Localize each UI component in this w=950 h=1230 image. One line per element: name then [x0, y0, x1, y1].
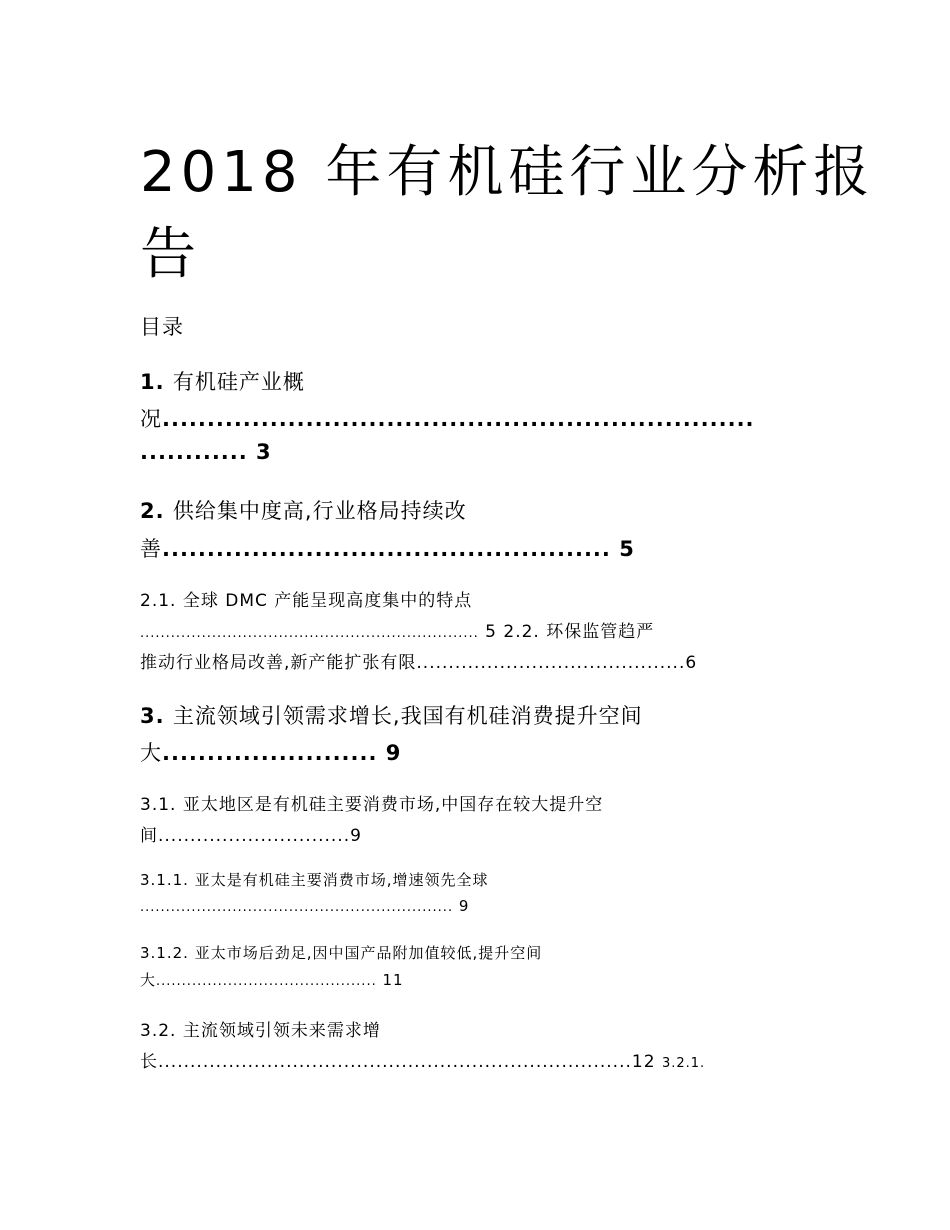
toc-entry-text-cont: 善: [140, 537, 162, 561]
toc-entry-text: 亚太是有机硅主要消费市场,增速领先全球: [194, 871, 489, 889]
toc-entry-1[interactable]: [140, 366, 305, 396]
toc-entry-3-2[interactable]: [140, 1016, 381, 1041]
toc-entry-3-2-1-number[interactable]: 3.2.1.: [661, 1056, 706, 1071]
toc-entry-text: 亚太市场后劲足,因中国产品附加值较低,提升空间: [194, 944, 543, 962]
toc-entry-2-2-text[interactable]: 环保监管趋严: [546, 622, 655, 642]
toc-leader-dots: ..........................................: [416, 653, 686, 673]
toc-entry-2-2-continuation: [140, 648, 697, 673]
toc-leader-dots: ..........................................................................: [158, 1052, 632, 1072]
toc-leader-dots: ..............................: [158, 826, 351, 846]
toc-heading: 目录: [140, 315, 184, 339]
toc-entry-2-1-page-line: [140, 617, 654, 642]
toc-entry-3-1[interactable]: [140, 790, 603, 815]
document-title-line-1: 2018 年有机硅行业分析报: [140, 140, 875, 205]
toc-entry-number: 2.: [140, 499, 165, 523]
toc-entry-3-2-continuation: [140, 1047, 705, 1072]
toc-page-number: 5: [619, 537, 635, 561]
toc-entry-3-1-continuation: [140, 821, 362, 846]
toc-entry-2[interactable]: [140, 495, 467, 525]
toc-page-number: 9: [458, 897, 470, 915]
toc-entry-3-1-2[interactable]: [140, 942, 542, 963]
toc-entry-text-cont: 大: [140, 971, 157, 989]
toc-page-number: 5: [485, 622, 497, 642]
toc-entry-text: 有机硅产业概: [172, 370, 305, 394]
toc-entry-text-cont: 大: [140, 741, 162, 765]
toc-entry-2-continuation: [140, 533, 635, 563]
toc-page-number: 3: [256, 440, 272, 464]
toc-leader-dots: ..................................................: [162, 537, 611, 561]
toc-entry-number: 3.: [140, 704, 165, 728]
toc-leader-dots: ...........................................: [156, 974, 377, 989]
toc-entry-text: 供给集中度高,行业格局持续改: [172, 499, 467, 523]
toc-entry-text-cont: 况: [140, 407, 162, 431]
toc-entry-3[interactable]: [140, 700, 643, 730]
toc-entry-1-continuation: [140, 403, 755, 433]
toc-entry-3-continuation: [140, 737, 401, 767]
toc-leader-dots: ........................: [162, 741, 378, 765]
toc-page-number: 12: [631, 1052, 656, 1072]
toc-page-number: 9: [385, 741, 402, 765]
toc-entry-number: 1.: [140, 370, 165, 394]
toc-page-number: 6: [685, 653, 698, 673]
toc-entry-text: 主流领域引领未来需求增: [182, 1021, 381, 1041]
toc-leader-dots: ............: [140, 440, 248, 464]
toc-entry-text: 全球 DMC 产能呈现高度集中的特点: [182, 591, 473, 611]
document-title-line-2: 告: [140, 222, 201, 287]
toc-entry-number: 3.2.: [140, 1021, 177, 1041]
toc-entry-2-2-number[interactable]: 2.2.: [503, 622, 540, 642]
toc-entry-3-1-1-page-line: [140, 897, 469, 915]
toc-entry-3-1-2-continuation: [140, 969, 404, 990]
toc-entry-text: 亚太地区是有机硅主要消费市场,中国存在较大提升空: [182, 795, 604, 815]
toc-entry-3-1-1[interactable]: [140, 869, 489, 890]
toc-leader-dots: ..................................................................: [162, 407, 755, 431]
toc-leader-dots: .............................................................: [140, 900, 454, 915]
toc-entry-number: 3.1.2.: [140, 944, 189, 962]
toc-entry-text: 主流领域引领需求增长,我国有机硅消费提升空间: [172, 704, 643, 728]
toc-entry-number: 2.1.: [140, 591, 177, 611]
toc-entry-2-1[interactable]: [140, 586, 472, 611]
toc-leader-dots: ..................................................................: [140, 626, 479, 641]
toc-entry-text-cont: 间: [140, 826, 158, 846]
toc-entry-text-cont: 长: [140, 1052, 158, 1072]
toc-entry-text-cont: 推动行业格局改善,新产能扩张有限: [140, 653, 417, 673]
toc-page-number: 11: [382, 971, 404, 989]
toc-page-number: 9: [350, 826, 362, 846]
toc-entry-1-page-line: [140, 440, 272, 464]
toc-entry-number: 3.1.: [140, 795, 177, 815]
toc-entry-number: 3.1.1.: [140, 871, 189, 889]
